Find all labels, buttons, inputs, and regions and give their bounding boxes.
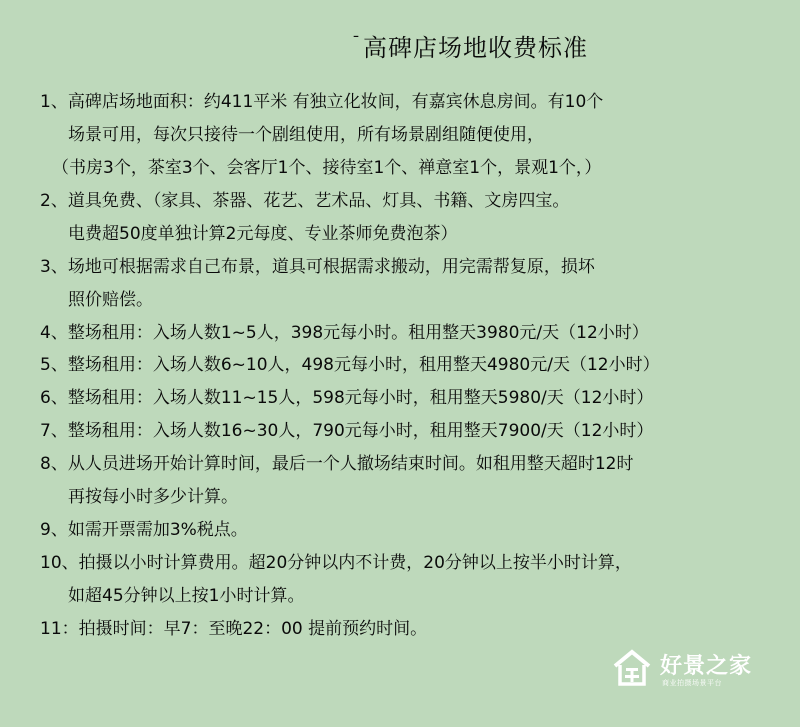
rule-line: 场景可用，每次只接待一个剧组使用，所有场景剧组随便使用， — [68, 125, 544, 145]
rule-line: 5、整场租用：入场人数6~10人，498元每小时，租用整天4980元/天（12小时） — [40, 355, 660, 375]
rule-line: 3、场地可根据需求自己布景，道具可根据需求搬动，用完需帮复原，损坏 — [40, 257, 595, 277]
rule-line: 6、整场租用：入场人数11~15人，598元每小时，租用整天5980/天（12小时） — [40, 388, 654, 408]
rule-line: 1、高碑店场地面积：约411平米 有独立化妆间，有嘉宾休息房间。有10个 — [40, 92, 604, 112]
rule-line: 9、如需开票需加3%税点。 — [40, 520, 248, 540]
page-title — [352, 28, 588, 63]
rule-line: （书房3个，茶室3个、会客厅1个、接待室1个、禅意室1个，景观1个，） — [52, 158, 602, 178]
rule-line: 8、从人员进场开始计算时间，最后一个人撤场结束时间。如租用整天超时12时 — [40, 454, 634, 474]
brand-tagline: 商业拍摄场景平台 — [662, 679, 722, 687]
rule-line: 11：拍摄时间：早7：至晚22：00 提前预约时间。 — [40, 619, 428, 639]
brand-name: 好景之家 — [660, 654, 753, 679]
rule-line: 再按每小时多少计算。 — [68, 487, 238, 507]
rule-line: 如超45分钟以上按1小时计算。 — [68, 586, 305, 606]
title-mark: ˉ — [352, 33, 361, 52]
title-text: 高碑店场地收费标准 — [363, 34, 588, 62]
rule-line: 7、整场租用：入场人数16~30人，790元每小时，租用整天7900/天（12小时） — [40, 421, 654, 441]
rule-line: 照价赔偿。 — [68, 290, 153, 310]
brand-logo — [612, 647, 762, 689]
house-icon — [612, 649, 652, 687]
rule-line: 4、整场租用：入场人数1~5人，398元每小时。租用整天3980元/天（12小时） — [40, 323, 649, 343]
rule-line: 电费超50度单独计算2元每度、专业茶师免费泡茶） — [68, 224, 458, 244]
rule-line: 10、拍摄以小时计算费用。超20分钟以内不计费，20分钟以上按半小时计算， — [40, 553, 632, 573]
rule-line: 2、道具免费、（家具、茶器、花艺、艺术品、灯具、书籍、文房四宝。 — [40, 191, 570, 211]
